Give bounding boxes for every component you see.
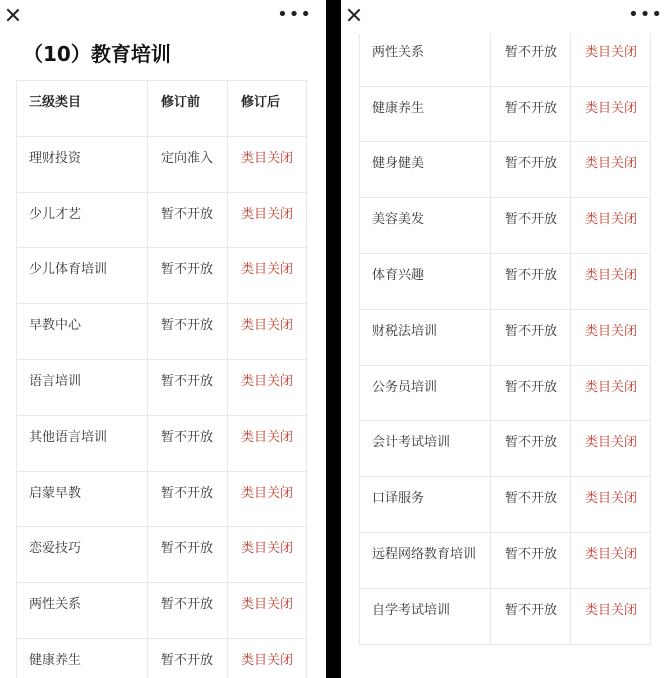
table-row xyxy=(360,142,651,198)
category-cell: 恋爱技巧 xyxy=(17,527,148,583)
table-row xyxy=(360,30,651,86)
after-cell: 类目关闭 xyxy=(228,359,307,415)
header-after: 修订后 xyxy=(228,81,307,137)
category-cell: 理财投资 xyxy=(17,136,148,192)
category-cell: 少儿才艺 xyxy=(17,192,148,248)
category-cell: 远程网络教育培训 xyxy=(360,532,491,588)
top-bar xyxy=(0,0,326,34)
category-cell: 健身健美 xyxy=(360,142,491,198)
before-cell: 暂不开放 xyxy=(491,309,571,365)
category-cell: 少儿体育培训 xyxy=(17,248,148,304)
after-cell: 类目关闭 xyxy=(571,365,651,421)
header-category: 三级类目 xyxy=(17,81,148,137)
after-cell: 类目关闭 xyxy=(571,532,651,588)
category-cell: 健康养生 xyxy=(17,638,148,678)
after-cell: 类目关闭 xyxy=(228,415,307,471)
table-row xyxy=(17,192,307,248)
table-row xyxy=(360,253,651,309)
category-cell: 早教中心 xyxy=(17,304,148,360)
right-phone-screen xyxy=(341,0,667,678)
before-cell: 暂不开放 xyxy=(491,253,571,309)
before-cell: 暂不开放 xyxy=(491,142,571,198)
after-cell: 类目关闭 xyxy=(571,198,651,254)
table-row xyxy=(17,136,307,192)
after-cell: 类目关闭 xyxy=(228,192,307,248)
after-cell: 类目关闭 xyxy=(571,309,651,365)
category-cell: 启蒙早教 xyxy=(17,471,148,527)
after-cell: 类目关闭 xyxy=(571,588,651,644)
before-cell: 暂不开放 xyxy=(491,588,571,644)
before-cell: 暂不开放 xyxy=(148,248,228,304)
after-cell: 类目关闭 xyxy=(571,30,651,86)
table-row xyxy=(17,248,307,304)
after-cell: 类目关闭 xyxy=(571,477,651,533)
table-row xyxy=(17,638,307,678)
before-cell: 暂不开放 xyxy=(148,304,228,360)
table-header-row xyxy=(17,81,307,137)
before-cell: 暂不开放 xyxy=(148,527,228,583)
category-cell: 口译服务 xyxy=(360,477,491,533)
category-cell: 语言培训 xyxy=(17,359,148,415)
before-cell: 暂不开放 xyxy=(491,365,571,421)
table-row xyxy=(17,583,307,639)
before-cell: 暂不开放 xyxy=(148,583,228,639)
category-cell: 自学考试培训 xyxy=(360,588,491,644)
before-cell: 暂不开放 xyxy=(491,86,571,142)
category-cell: 两性关系 xyxy=(360,30,491,86)
after-cell: 类目关闭 xyxy=(228,527,307,583)
before-cell: 暂不开放 xyxy=(491,30,571,86)
after-cell: 类目关闭 xyxy=(571,421,651,477)
category-cell: 公务员培训 xyxy=(360,365,491,421)
table-row xyxy=(360,588,651,644)
after-cell: 类目关闭 xyxy=(228,248,307,304)
after-cell: 类目关闭 xyxy=(571,253,651,309)
before-cell: 暂不开放 xyxy=(148,192,228,248)
before-cell: 暂不开放 xyxy=(148,415,228,471)
after-cell: 类目关闭 xyxy=(571,86,651,142)
table-row xyxy=(17,359,307,415)
category-cell: 其他语言培训 xyxy=(17,415,148,471)
close-icon[interactable] xyxy=(347,8,361,22)
category-table-continued xyxy=(359,0,651,645)
table-row xyxy=(360,198,651,254)
header-before: 修订前 xyxy=(148,81,228,137)
category-cell: 健康养生 xyxy=(360,86,491,142)
before-cell: 暂不开放 xyxy=(491,532,571,588)
before-cell: 暂不开放 xyxy=(491,198,571,254)
after-cell: 类目关闭 xyxy=(571,142,651,198)
table-row xyxy=(360,532,651,588)
category-table xyxy=(16,80,307,678)
after-cell: 类目关闭 xyxy=(228,136,307,192)
table-row xyxy=(17,304,307,360)
more-icon[interactable]: ••• xyxy=(628,4,663,25)
after-cell: 类目关闭 xyxy=(228,471,307,527)
left-phone-screen xyxy=(0,0,326,678)
table-row xyxy=(360,365,651,421)
category-cell: 美容美发 xyxy=(360,198,491,254)
more-icon[interactable]: ••• xyxy=(277,4,312,25)
table-row xyxy=(360,309,651,365)
before-cell: 定向准入 xyxy=(148,136,228,192)
before-cell: 暂不开放 xyxy=(491,477,571,533)
category-cell: 财税法培训 xyxy=(360,309,491,365)
table-row xyxy=(360,477,651,533)
category-cell: 两性关系 xyxy=(17,583,148,639)
before-cell: 暂不开放 xyxy=(148,359,228,415)
after-cell: 类目关闭 xyxy=(228,304,307,360)
table-row xyxy=(360,86,651,142)
category-cell: 会计考试培训 xyxy=(360,421,491,477)
category-cell: 体育兴趣 xyxy=(360,253,491,309)
before-cell: 暂不开放 xyxy=(148,471,228,527)
after-cell: 类目关闭 xyxy=(228,638,307,678)
before-cell: 暂不开放 xyxy=(491,421,571,477)
top-bar xyxy=(341,0,667,34)
table-row xyxy=(17,527,307,583)
page-title: （10）教育培训 xyxy=(23,42,171,66)
table-row xyxy=(360,421,651,477)
table-row xyxy=(17,471,307,527)
after-cell: 类目关闭 xyxy=(228,583,307,639)
close-icon[interactable] xyxy=(6,8,20,22)
before-cell: 暂不开放 xyxy=(148,638,228,678)
table-row xyxy=(17,415,307,471)
